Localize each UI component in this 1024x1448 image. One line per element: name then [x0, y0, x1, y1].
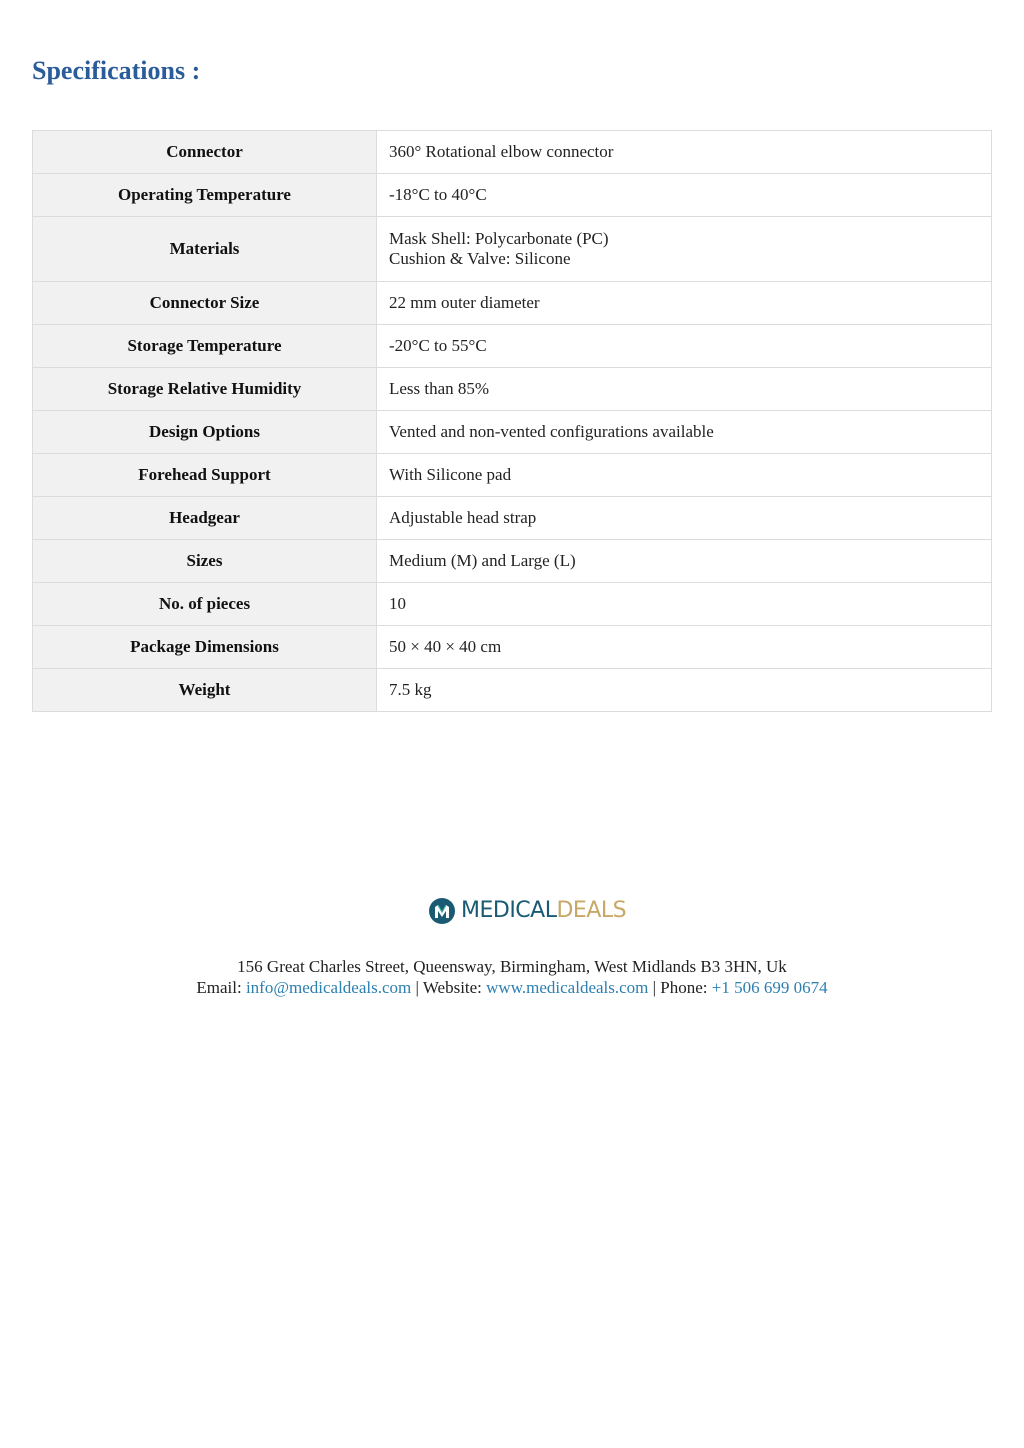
- specifications-table: [32, 130, 992, 712]
- spec-value: 22 mm outer diameter: [377, 282, 992, 325]
- phone-link[interactable]: +1 506 699 0674: [711, 978, 828, 997]
- email-link[interactable]: info@medicaldeals.com: [245, 978, 412, 997]
- table-row: [33, 454, 992, 497]
- table-row: [33, 131, 992, 174]
- table-row: [33, 540, 992, 583]
- table-row: [33, 368, 992, 411]
- table-row: [33, 174, 992, 217]
- spec-label: Materials: [33, 217, 377, 282]
- spec-label: Storage Temperature: [33, 325, 377, 368]
- table-row: [33, 217, 992, 282]
- table-row: [33, 282, 992, 325]
- spec-label: Forehead Support: [33, 454, 377, 497]
- spec-label: Operating Temperature: [33, 174, 377, 217]
- spec-label: Connector Size: [33, 282, 377, 325]
- spec-label: No. of pieces: [33, 583, 377, 626]
- footer-contact: [0, 956, 1024, 998]
- spec-value: -20°C to 55°C: [377, 325, 992, 368]
- email-label: Email:: [196, 978, 246, 997]
- spec-value: Adjustable head strap: [377, 497, 992, 540]
- spec-label: Package Dimensions: [33, 626, 377, 669]
- spec-value: Vented and non-vented configurations available: [377, 411, 992, 454]
- spec-value: 50 × 40 × 40 cm: [377, 626, 992, 669]
- medical-deals-logo: [428, 896, 626, 926]
- logo-word-medical: MEDICAL: [461, 898, 557, 923]
- spec-value: 7.5 kg: [377, 669, 992, 712]
- page-title: Specifications :: [32, 56, 201, 85]
- logo-word-deals: DEALS: [556, 898, 627, 923]
- spec-value-line: Cushion & Valve: Silicone: [389, 249, 571, 268]
- table-row: [33, 325, 992, 368]
- website-link[interactable]: www.medicaldeals.com: [486, 978, 649, 997]
- spec-value: [377, 217, 992, 282]
- spec-value: Medium (M) and Large (L): [377, 540, 992, 583]
- spec-value: With Silicone pad: [377, 454, 992, 497]
- table-row: [33, 626, 992, 669]
- spec-label: Weight: [33, 669, 377, 712]
- phone-label: | Phone:: [648, 978, 712, 997]
- spec-value-line: Mask Shell: Polycarbonate (PC): [389, 229, 609, 248]
- spec-label: Sizes: [33, 540, 377, 583]
- spec-label: Design Options: [33, 411, 377, 454]
- logo-wordmark: [461, 896, 626, 926]
- footer-contact-line: [0, 977, 1024, 998]
- spec-value: 360° Rotational elbow connector: [377, 131, 992, 174]
- m-circle-icon: [428, 897, 456, 925]
- spec-label: Connector: [33, 131, 377, 174]
- table-row: [33, 669, 992, 712]
- spec-label: Headgear: [33, 497, 377, 540]
- table-row: [33, 497, 992, 540]
- table-row: [33, 583, 992, 626]
- spec-value: -18°C to 40°C: [377, 174, 992, 217]
- spec-value: 10: [377, 583, 992, 626]
- website-label: | Website:: [411, 978, 487, 997]
- spec-label: Storage Relative Humidity: [33, 368, 377, 411]
- table-row: [33, 411, 992, 454]
- footer-address: 156 Great Charles Street, Queensway, Birmingham, West Midlands B3 3HN, Uk: [237, 957, 787, 976]
- spec-value: Less than 85%: [377, 368, 992, 411]
